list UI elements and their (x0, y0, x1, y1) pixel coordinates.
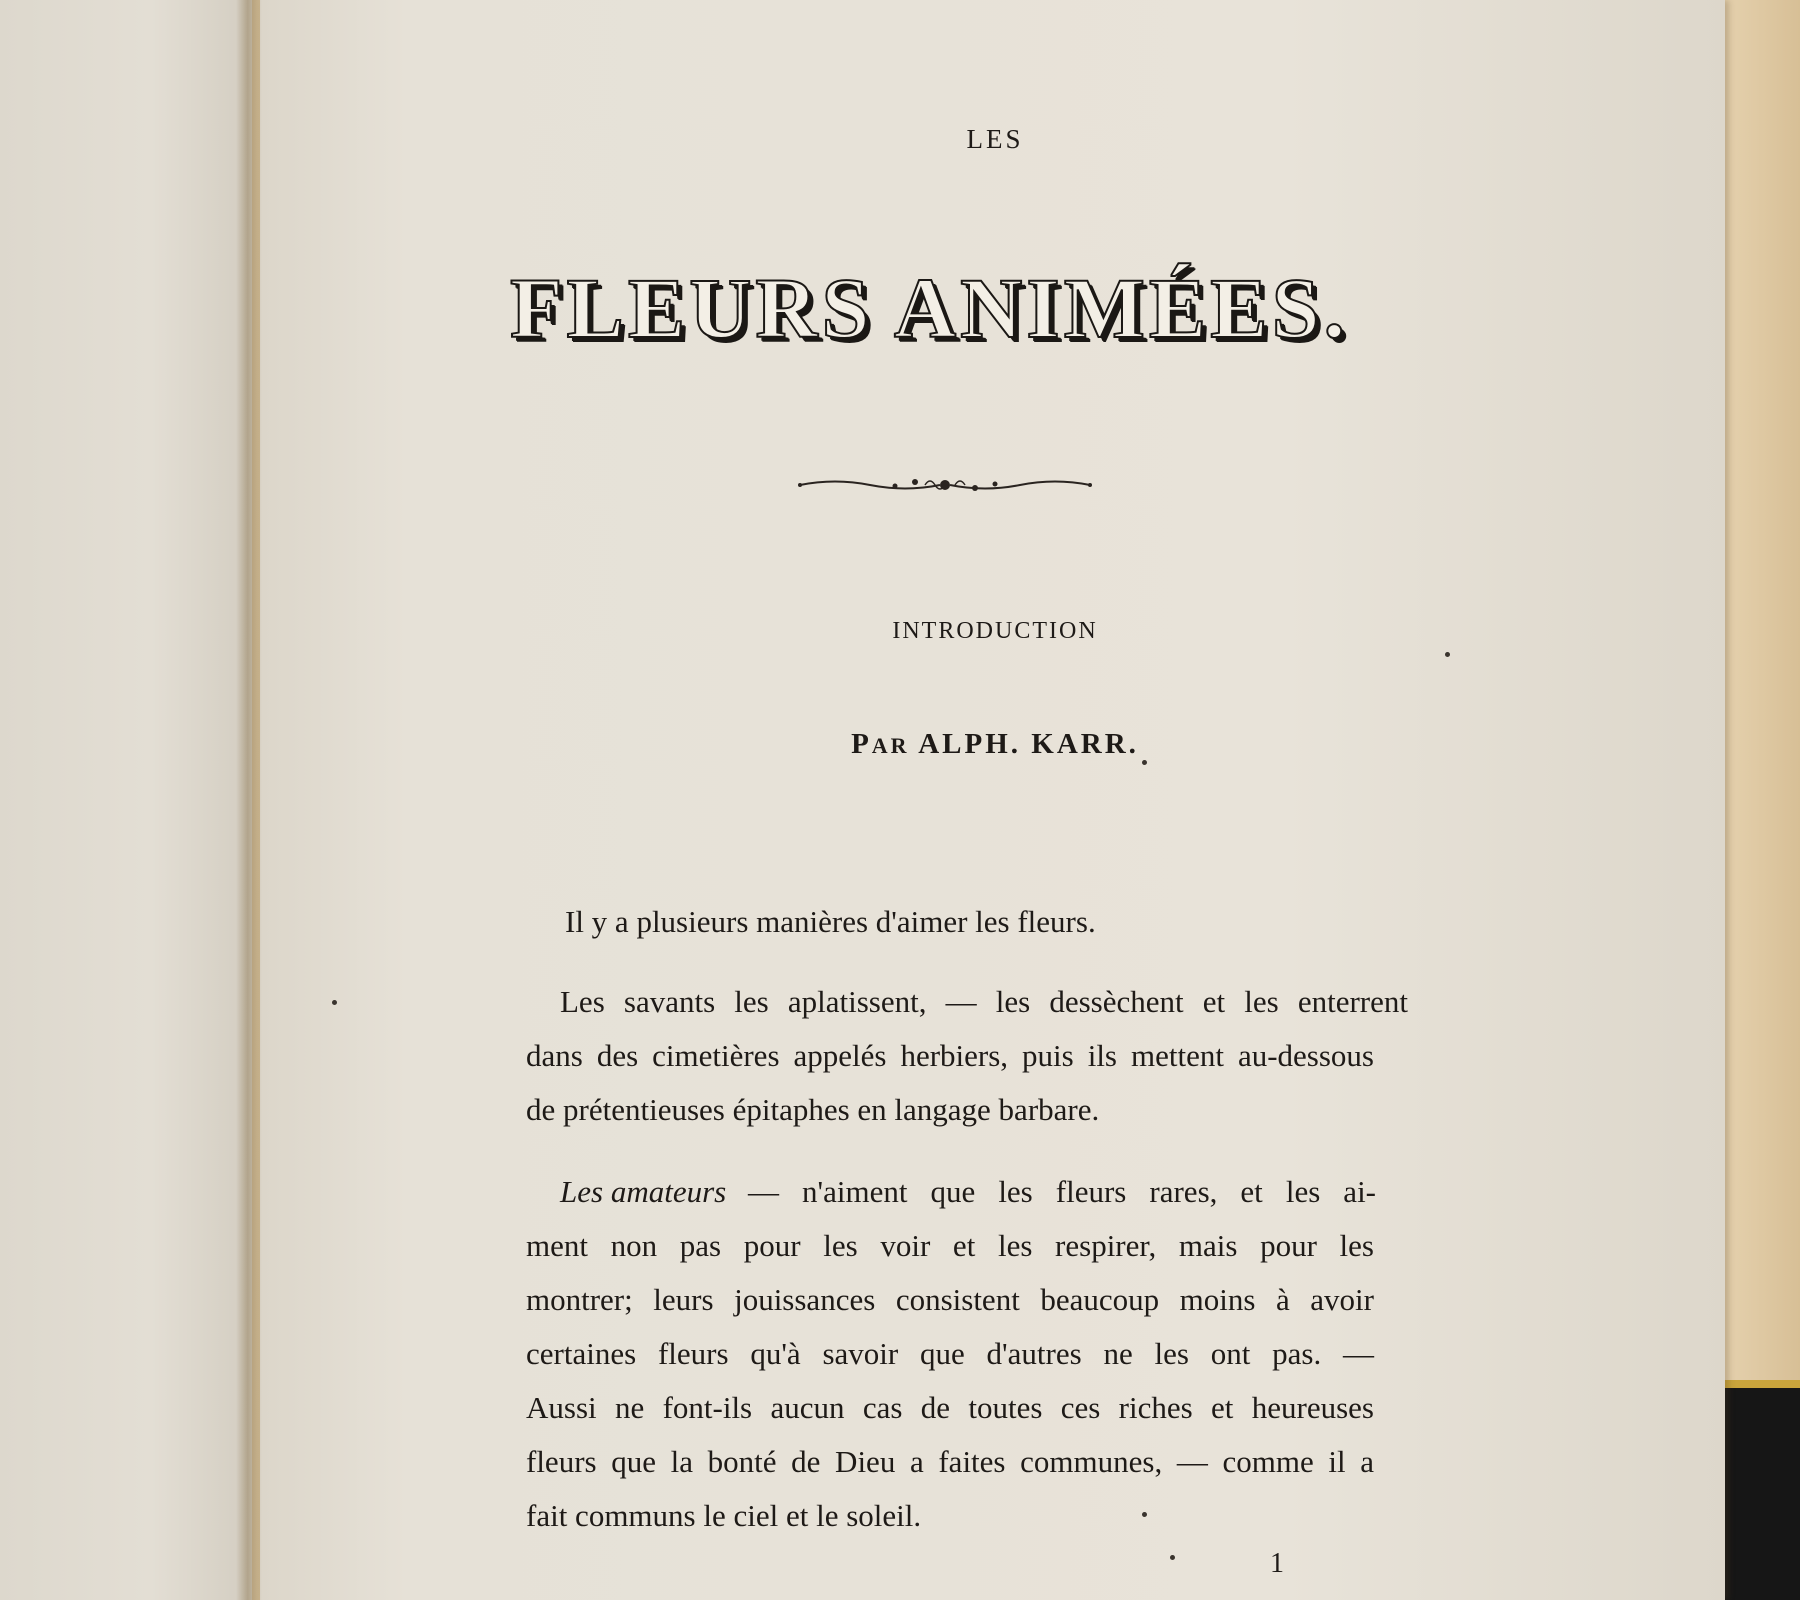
left-page (0, 0, 252, 1600)
dark-object (1725, 1388, 1800, 1600)
book-spine (236, 0, 262, 1600)
body-line: Aussi ne font-ils aucun cas de toutes ces riches et heureuses (526, 1390, 1374, 1425)
paper-speck (1445, 652, 1450, 657)
author-name: ALPH. KARR. (918, 728, 1139, 760)
body-line-italic: Les amateurs (560, 1174, 727, 1209)
body-line: fait communs le ciel et le soleil. (526, 1498, 922, 1533)
small-title: LES (966, 124, 1024, 154)
book-title: FLEURS ANIMÉES. (510, 260, 1349, 356)
paper-speck (1142, 760, 1147, 765)
body-line: ment non pas pour les voir et les respirer, mais pour les (526, 1228, 1374, 1263)
paper-speck (1142, 1512, 1147, 1517)
section-heading: INTRODUCTION (892, 618, 1098, 644)
body-line: certaines fleurs qu'à savoir que d'autres ne les ont pas. — (526, 1336, 1374, 1371)
body-line: fleurs que la bonté de Dieu a faites communes, — comme il a (526, 1444, 1374, 1479)
right-page (260, 0, 1725, 1600)
byline-initial: P (851, 728, 872, 760)
body-line: Les savants les aplatissent, — les dessèchent et les enterrent (560, 984, 1408, 1019)
ornament-divider (795, 470, 1095, 500)
paper-speck (332, 1000, 337, 1005)
body-line: dans des cimetières appelés herbiers, puis ils mettent au-dessous (526, 1038, 1374, 1073)
body-line: montrer; leurs jouissances consistent beaucoup moins à avoir (526, 1282, 1374, 1317)
paper-speck (1170, 1555, 1175, 1560)
body-line: — n'aiment que les fleurs rares, et les ai- (748, 1174, 1376, 1209)
author-byline (780, 728, 1210, 761)
body-line: de prétentieuses épitaphes en langage barbare. (526, 1092, 1100, 1127)
byline-prefix: AR (871, 733, 910, 758)
body-line: Il y a plusieurs manières d'aimer les fleurs. (565, 904, 1096, 939)
page-number: 1 (1270, 1548, 1284, 1579)
